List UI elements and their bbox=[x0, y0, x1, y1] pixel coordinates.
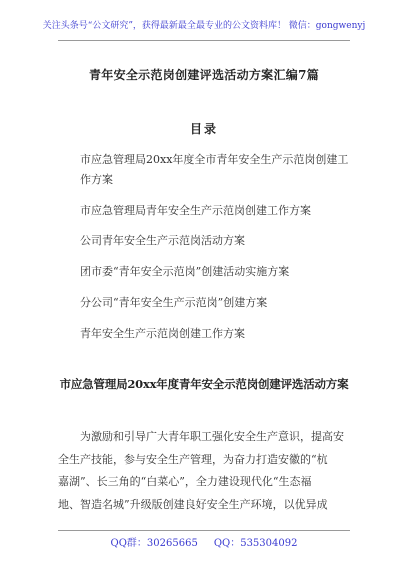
qq-group-text: QQ群：30265665 bbox=[110, 538, 198, 549]
body-line: 地、智造名城”升级版创建良好安全生产环境，以优异成 bbox=[58, 497, 328, 511]
toc-item-6[interactable]: 青年安全生产示范岗创建工作方案 bbox=[80, 327, 245, 340]
body-line: 嘉湖”、长三角的“白菜心”，全力建设现代化“生态福 bbox=[58, 475, 312, 488]
header-notice: 关注头条号“公文研究”，获得最新最全最专业的公文资料库！ 微信：gongwenyj bbox=[42, 21, 366, 31]
body-paragraph bbox=[58, 426, 350, 516]
toc-item-5[interactable]: 分公司“青年安全生产示范岗”创建方案 bbox=[80, 296, 268, 309]
toc-item-1[interactable]: 市应急管理局20xx年度全市青年安全生产示范岗创建工作方案 bbox=[80, 153, 349, 186]
toc-item-4[interactable]: 团市委“青年安全示范岗”创建活动实施方案 bbox=[80, 265, 290, 278]
footer-contact bbox=[0, 534, 408, 549]
toc-item-3[interactable]: 公司青年安全生产示范岗活动方案 bbox=[80, 234, 245, 247]
toc-item-2[interactable]: 市应急管理局青年安全生产示范岗创建工作方案 bbox=[80, 204, 311, 217]
section-heading: 市应急管理局20xx年度青年安全示范岗创建评选活动方案 bbox=[59, 377, 349, 391]
body-line: 全生产技能，参与安全生产管理，为奋力打造安徽的“杭 bbox=[58, 452, 328, 466]
qq-text: QQ：535304092 bbox=[213, 538, 298, 549]
footer-divider bbox=[58, 530, 350, 531]
body-line: 为激励和引导广大青年职工强化安全生产意识，提高安 bbox=[80, 430, 344, 443]
header-divider bbox=[58, 40, 350, 41]
toc-heading: 目录 bbox=[189, 122, 218, 136]
document-title: 青年安全示范岗创建评选活动方案汇编7篇 bbox=[88, 68, 320, 82]
